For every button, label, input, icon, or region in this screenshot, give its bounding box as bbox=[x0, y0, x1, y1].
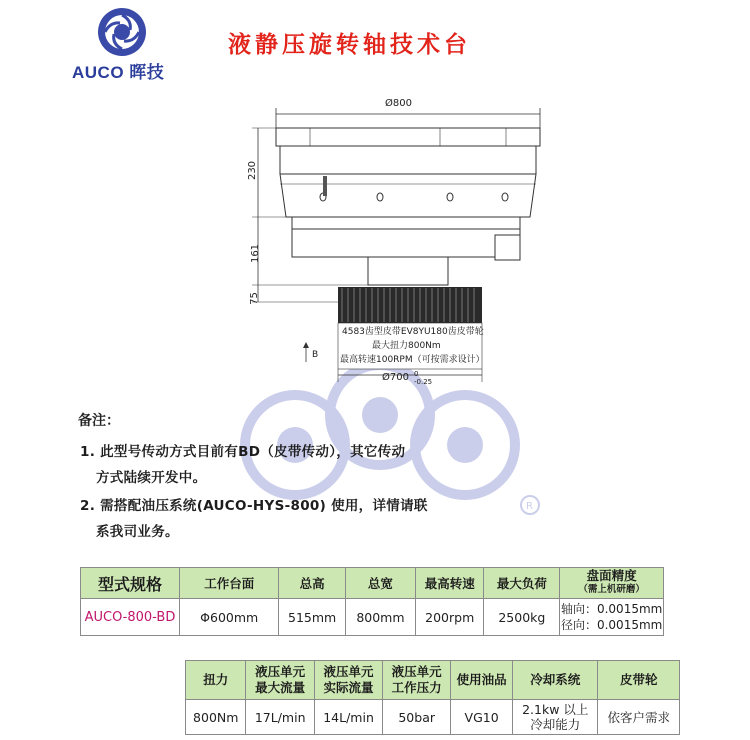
header-line: 冷却系统 bbox=[530, 672, 581, 687]
cell-line: 800Nm bbox=[193, 709, 239, 725]
note-line: 方式陆续开发中。 bbox=[96, 470, 207, 486]
table-cell bbox=[186, 700, 246, 735]
dim-height-75: 75 bbox=[248, 292, 260, 305]
spec-table bbox=[80, 567, 664, 636]
header-line: 皮带轮 bbox=[619, 672, 658, 687]
header-cell bbox=[513, 661, 598, 700]
accuracy-axial: 轴向：0.0015mm bbox=[560, 602, 663, 616]
cell-line: 14L/min bbox=[323, 709, 374, 725]
table-cell: 2500kg bbox=[484, 599, 560, 636]
dim-bottom-diameter: Ø700 bbox=[382, 372, 409, 383]
dim-bottom-tolerance-lower: -0.25 bbox=[414, 378, 433, 386]
section-label: B bbox=[312, 350, 319, 360]
table-cell: 200rpm bbox=[416, 599, 484, 636]
table-cell bbox=[246, 700, 314, 735]
header-cell bbox=[598, 661, 680, 700]
svg-text:R: R bbox=[526, 501, 533, 512]
belt-spec-line-2: 最大扭力800Nm bbox=[372, 341, 441, 351]
header-line: 实际流量 bbox=[323, 680, 374, 695]
table-cell bbox=[314, 700, 382, 735]
header-line: 液压单元 bbox=[323, 664, 374, 679]
hydraulic-table bbox=[185, 660, 680, 735]
cell-line: 冷却能力 bbox=[530, 717, 581, 732]
header-cell bbox=[246, 661, 314, 700]
table-cell bbox=[513, 700, 598, 735]
accuracy-radial: 径向：0.0015mm bbox=[560, 618, 663, 632]
belt-spec-line-3: 最高转速100RPM（可按需求设计） bbox=[340, 355, 485, 365]
cell-line: 50bar bbox=[398, 709, 435, 725]
note-line: 系我司业务。 bbox=[96, 524, 179, 540]
header-line: 扭力 bbox=[203, 672, 229, 687]
header-cell bbox=[186, 661, 246, 700]
cell-line: 17L/min bbox=[254, 709, 306, 725]
brand-name: AUCO 晖技 bbox=[72, 63, 165, 82]
table-cell: 515mm bbox=[279, 599, 345, 636]
hydraulic-header-row bbox=[186, 661, 680, 700]
header-line: 最大流量 bbox=[255, 680, 306, 695]
dim-height-161: 161 bbox=[250, 243, 262, 264]
header-line: 使用油品 bbox=[456, 672, 507, 687]
header-accuracy-note: （需上机研磨） bbox=[578, 584, 645, 595]
belt-spec-line-1: 4583齿型皮带EV8YU180齿皮带轮 bbox=[342, 327, 484, 337]
table-cell: AUCO-800-BD bbox=[81, 599, 180, 636]
table-cell bbox=[560, 599, 664, 636]
table-row bbox=[186, 700, 680, 735]
header-cell bbox=[451, 661, 513, 700]
cell-line: 2.1kw 以上 bbox=[522, 702, 589, 717]
note-line: 1. 此型号传动方式目前有BD（皮带传动），其它传动 bbox=[80, 444, 406, 460]
auco-logo-icon bbox=[92, 6, 152, 58]
header-cell bbox=[314, 661, 382, 700]
table-row bbox=[81, 599, 664, 636]
header-cell bbox=[560, 568, 664, 599]
header-cell: 型式规格 bbox=[81, 568, 180, 599]
header-accuracy-label: 盘面精度 bbox=[586, 568, 637, 583]
page-title: 液静压旋转轴技术台 bbox=[228, 32, 471, 58]
notes-title: 备注： bbox=[78, 413, 120, 429]
spec-table-header-row bbox=[81, 568, 664, 599]
header-line: 液压单元 bbox=[391, 664, 442, 679]
table-cell: Φ600mm bbox=[179, 599, 279, 636]
table-cell bbox=[598, 700, 680, 735]
header-cell: 总高 bbox=[279, 568, 345, 599]
dim-bottom-tolerance-upper: 0 bbox=[414, 370, 419, 378]
dim-top-diameter: Ø800 bbox=[385, 98, 412, 109]
header-line: 液压单元 bbox=[255, 664, 306, 679]
header-cell: 最高转速 bbox=[416, 568, 484, 599]
table-cell bbox=[383, 700, 451, 735]
dim-height-230: 230 bbox=[247, 160, 259, 181]
table-cell bbox=[451, 700, 513, 735]
cell-line: 依客户需求 bbox=[607, 710, 670, 725]
header-cell: 总宽 bbox=[345, 568, 415, 599]
header-line: 工作压力 bbox=[391, 680, 442, 695]
header-cell bbox=[383, 661, 451, 700]
cell-line: VG10 bbox=[464, 709, 499, 725]
header-cell: 最大负荷 bbox=[484, 568, 560, 599]
header-cell: 工作台面 bbox=[179, 568, 279, 599]
table-cell: 800mm bbox=[345, 599, 415, 636]
note-line: 2. 需搭配油压系统(AUCO-HYS-800) 使用，详情请联 bbox=[80, 498, 428, 514]
